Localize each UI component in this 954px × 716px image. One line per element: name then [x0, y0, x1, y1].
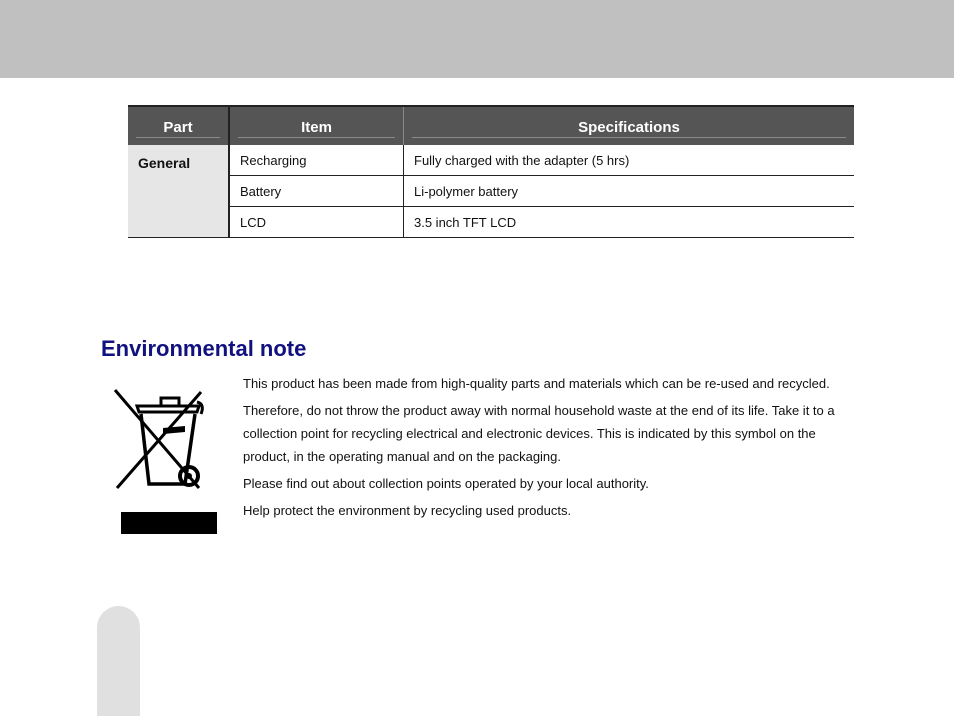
table-header-row	[128, 106, 854, 145]
paragraph: Please find out about collection points operated by your local authority.	[243, 476, 649, 491]
paragraph: Therefore, do not throw the product away with normal household waste at the end of its life. Take it to a collection point for recycling electrical and electronic devices. This is indicated by this symbol on the product, in the operating manual and on the packaging.	[243, 403, 835, 464]
environmental-note-body	[243, 372, 855, 526]
paragraph: This product has been made from high-quality parts and materials which can be re-used and recycled.	[243, 376, 830, 391]
crossed-out-wheelie-bin-icon	[113, 388, 205, 492]
paragraph: Help protect the environment by recycling used products.	[243, 503, 572, 518]
spec-cell: 3.5 inch TFT LCD	[404, 207, 855, 238]
specifications-table	[128, 105, 854, 238]
header-band	[0, 0, 954, 78]
spec-cell: Fully charged with the adapter (5 hrs)	[404, 145, 855, 176]
part-general-cell: General	[128, 145, 229, 238]
table-row	[128, 145, 854, 176]
column-header-item: Item	[229, 106, 404, 145]
spec-cell: Li-polymer battery	[404, 176, 855, 207]
weee-black-bar	[121, 512, 217, 534]
table-row	[128, 207, 854, 238]
environmental-note-heading: Environmental note	[101, 336, 307, 361]
item-cell: Battery	[229, 176, 404, 207]
column-header-specifications: Specifications	[404, 106, 855, 145]
item-cell: LCD	[229, 207, 404, 238]
table-row	[128, 176, 854, 207]
item-cell: Recharging	[229, 145, 404, 176]
column-header-part: Part	[128, 106, 229, 145]
